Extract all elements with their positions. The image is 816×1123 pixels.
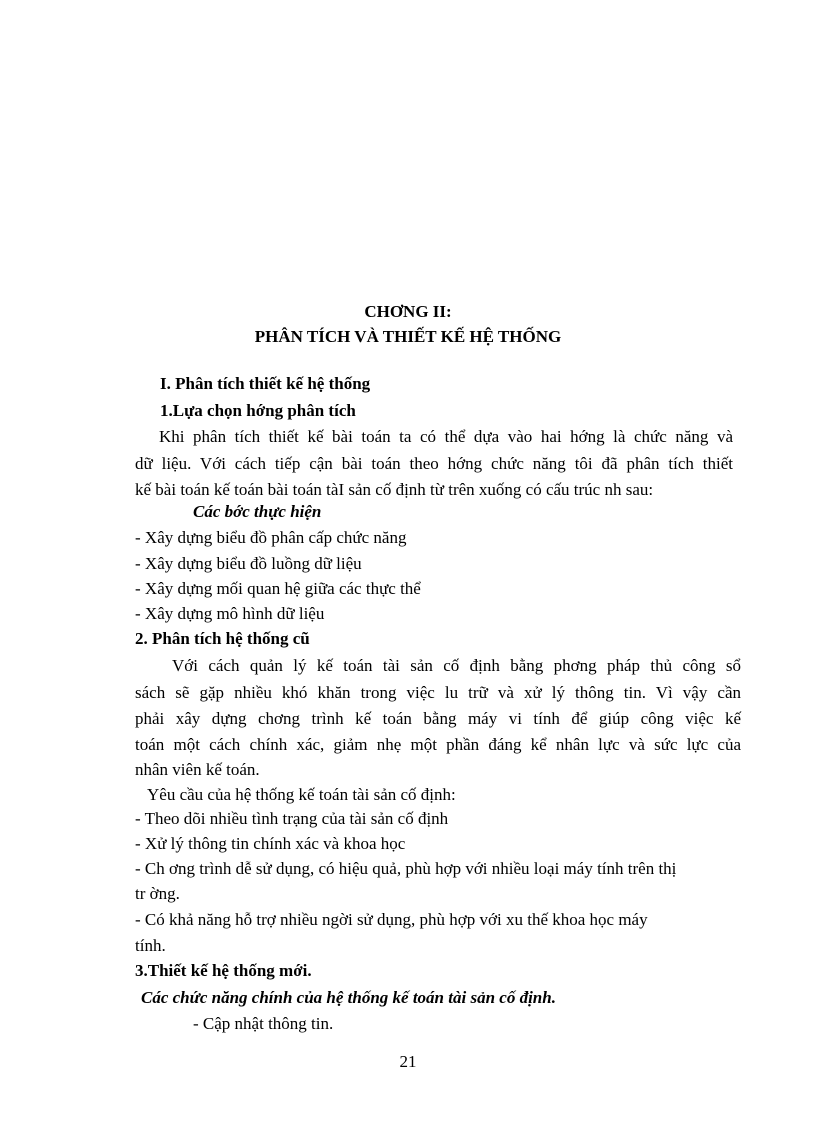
requirement-line: tính. — [135, 936, 166, 955]
steps-heading: Các bớc thực hiện — [193, 502, 322, 521]
requirement-line: - Có khả năng hỗ trợ nhiều ngời sử dụng, phù hợp với xu thế khoa học máy — [135, 910, 648, 929]
requirement-line: - Theo dõi nhiều tình trạng của tài sản cố định — [135, 809, 449, 828]
section2-heading: 2. Phân tích hệ thống cũ — [135, 629, 310, 648]
requirement-line: - Xử lý thông tin chính xác và khoa học — [135, 834, 406, 853]
para1-line1: Khi phân tích thiết kế bài toán ta có thể dựa vào hai hớng là chức năng và — [159, 427, 733, 446]
requirements-heading: Yêu cầu của hệ thống kế toán tài sản cố định: — [147, 785, 456, 804]
step-item: - Xây dựng biểu đồ luồng dữ liệu — [135, 554, 362, 573]
section3-item: - Cập nhật thông tin. — [193, 1014, 334, 1033]
requirement-line: - Ch ơng trình dễ sử dụng, có hiệu quả, phù hợp với nhiều loại máy tính trên thị — [135, 859, 677, 878]
para1-line3: kế bài toán kế toán bài toán tàI sản cố định từ trên xuống có cấu trúc nh sau: — [135, 480, 654, 499]
page-number: 21 — [399, 1052, 417, 1071]
section3-subheading: Các chức năng chính của hệ thống kế toán tài sản cố định. — [141, 988, 556, 1007]
para2-line4: toán một cách chính xác, giảm nhẹ một phần đáng kể nhân lực và sức lực của — [135, 735, 741, 754]
chapter-title-line2: PHÂN TÍCH VÀ THIẾT KẾ HỆ THỐNG — [254, 327, 562, 346]
para2-line5: nhân viên kế toán. — [135, 760, 260, 779]
step-item: - Xây dựng mối quan hệ giữa các thực thể — [135, 579, 421, 598]
para2-line2: sách sẽ gặp nhiều khó khăn trong việc lu trữ và xử lý thông tin. Vì vậy cần — [135, 683, 741, 702]
para2-line3: phải xây dựng chơng trình kế toán bằng máy vi tính để giúp công việc kế — [135, 709, 741, 728]
chapter-title-line1: CHƠNG II: — [364, 302, 452, 321]
step-item: - Xây dựng mô hình dữ liệu — [135, 604, 325, 623]
section3-heading: 3.Thiết kế hệ thống mới. — [135, 961, 312, 980]
para1-line2: dữ liệu. Với cách tiếp cận bài toán theo hớng chức năng tôi đã phân tích thiết — [135, 454, 733, 473]
para2-line1: Với cách quản lý kế toán tài sản cố định bằng phơng pháp thủ công sổ — [172, 656, 741, 675]
section1-heading: I. Phân tích thiết kế hệ thống — [160, 374, 371, 393]
step-item: - Xây dựng biểu đồ phân cấp chức năng — [135, 528, 407, 547]
sub1-heading: 1.Lựa chọn hớng phân tích — [160, 401, 356, 420]
requirement-line: tr ờng. — [135, 884, 180, 903]
